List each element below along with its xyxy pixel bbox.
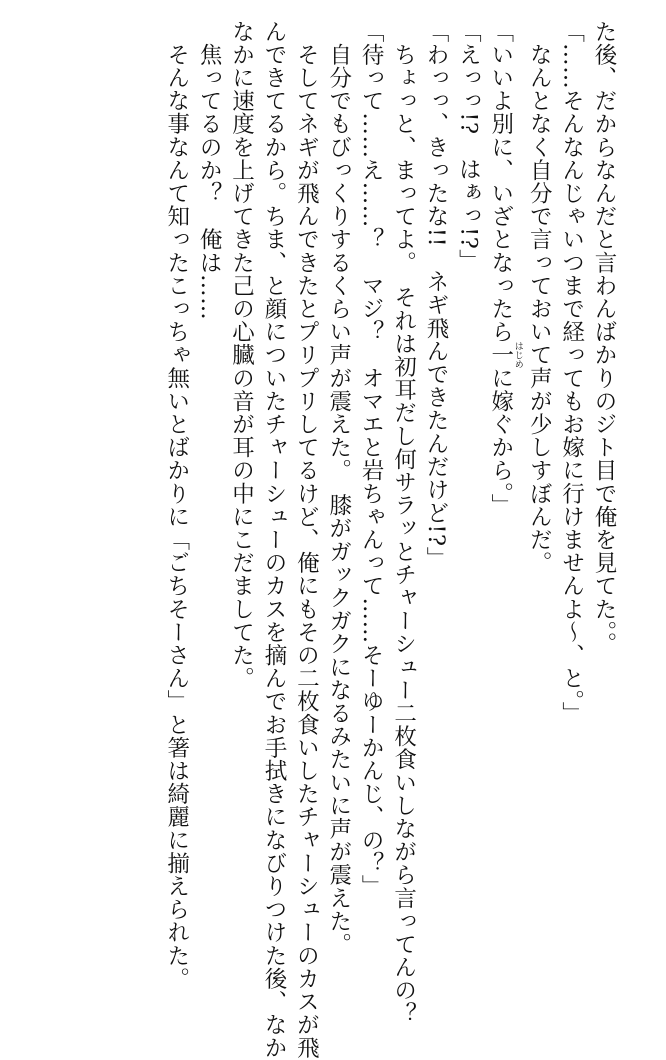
text-line-4-head: 「いいよ別に、いざとなったら [487,20,514,344]
ruby-base: 一 [487,341,514,369]
text-line-4-tail: に嫁ぐから。」 [487,366,514,517]
text-line-9: 自分でもびっくりするくらい声が震えた。 膝がガックガクになるみたいに声が震えた。 [325,20,352,956]
ruby-name [487,341,523,369]
text-line-5: 「えっっ!? はぁっ!?」 [455,20,482,273]
text-line-10: そしてネギが飛んできたとプリプリしてるけど、俺にもその二枚食いしたチャーシューのカスが飛 [293,20,320,1060]
text-line-4 [484,20,522,1010]
text-line-1: た後、だからなんだと言わんばかりのジト目で俺を見てた。。 [591,20,617,656]
text-line-8: 「待って……え……？ マジ？ オマエと岩ちゃんって……そーゆーかんじ、の？」 [358,20,385,898]
text-line-3: なんとなく自分で言っておいて声が少しすぼんだ。 [526,20,553,575]
text-line-12: なかに速度を上げてきた己の心臓の音が耳の中にこだましてた。 [228,20,255,690]
text-line-14: そんな事なんて知ったこっちゃ無いとばかりに「ごちそーさん」と箸は綺麗に揃えられた。 [163,20,190,991]
text-line-11: んできてるから。ちま、と顔についたチャーシューのカスを摘んでお手拭きになびりつけた後、なか [260,20,287,1060]
ruby-reading: はじめ [512,341,523,369]
text-line-6: 「わっっ、きったな!! ネギ飛んできたんだけど!?」 [422,20,449,570]
text-line-7: ちょっと、まってよ。 それは初耳だし何サラッとチャーシュー二枚食いしながら言ってんの？ [390,20,417,1026]
vertical-text-body [160,20,620,1060]
text-line-2: 「……そんなんじゃいつまで経ってもお嫁に行けませんよ～、と。」 [558,20,585,725]
text-line-13: 焦ってるのか？ 俺は…… [196,20,223,321]
